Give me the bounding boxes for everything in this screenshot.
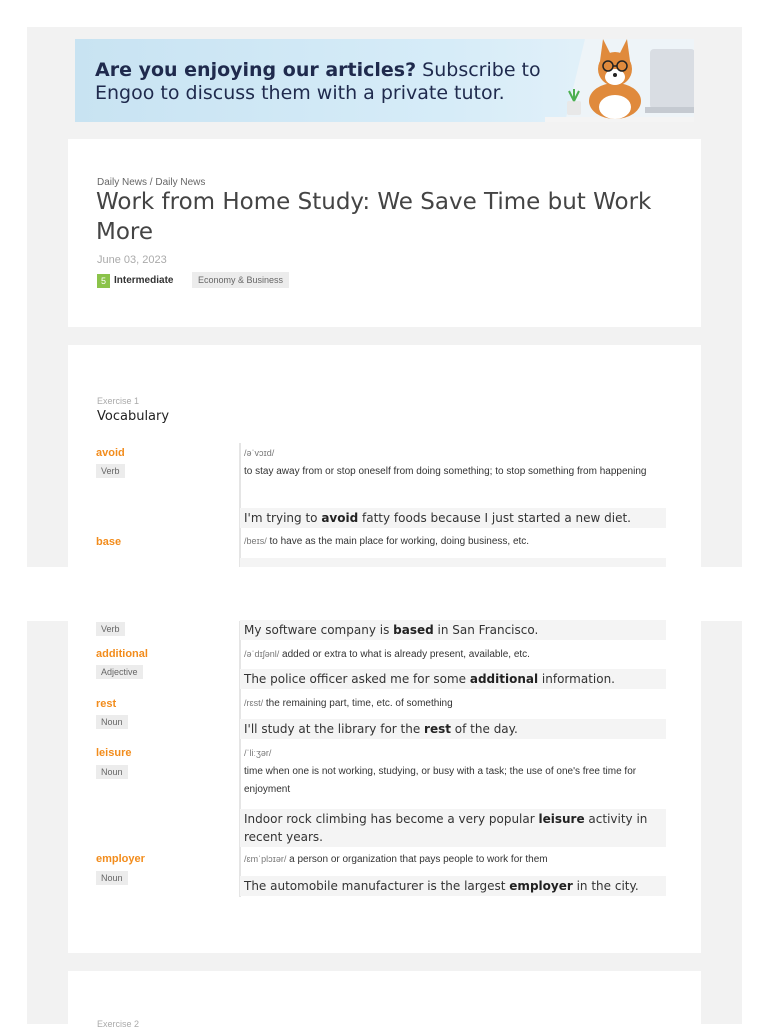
- example-keyword: employer: [509, 879, 573, 893]
- example-text: activity in recent years.: [244, 812, 648, 844]
- definition-base: [244, 532, 668, 551]
- definition-text-avoid: to stay away from or stop oneself from doing something; to stop something from happening: [244, 466, 647, 477]
- definition-text-rest: the remaining part, time, etc. of something: [263, 698, 453, 709]
- category-tag[interactable]: Economy & Business: [192, 272, 289, 288]
- definition-text-employer: a person or organization that pays people to work for them: [286, 854, 548, 865]
- example-text: fatty foods because I just started a new diet.: [358, 511, 631, 525]
- vocab-divider: [239, 443, 241, 567]
- example-text: I'll study at the library for the: [244, 722, 425, 736]
- example-text: Indoor rock climbing has become a very popular: [244, 812, 539, 826]
- example-text: My software company is: [244, 623, 394, 637]
- example-keyword: based: [393, 623, 434, 637]
- definition-leisure: [244, 744, 668, 799]
- example-text: I'm trying to: [244, 511, 322, 525]
- article-title: Work from Home Study: We Save Time but Work More: [96, 189, 652, 245]
- vocab-word-rest[interactable]: rest: [96, 698, 117, 710]
- ipa-avoid: /əˈvɔɪd/: [244, 448, 275, 458]
- subscribe-banner[interactable]: [75, 39, 694, 122]
- example-text: information.: [538, 672, 615, 686]
- pos-tag-additional: Adjective: [96, 665, 143, 679]
- level-label: Intermediate: [114, 275, 174, 286]
- example-base: [240, 620, 666, 640]
- banner-rest-text: Subscribe to Engoo to discuss them with a private tutor.: [95, 59, 541, 104]
- example-text: The police officer asked me for some: [244, 672, 470, 686]
- ipa-leisure: /ˈliːʒər/: [244, 748, 272, 758]
- exercise-title: Vocabulary: [97, 409, 170, 424]
- example-additional: [240, 669, 666, 689]
- exercise-label: Exercise 1: [97, 396, 140, 406]
- page-frame-top: [27, 27, 742, 567]
- pos-tag-leisure: Noun: [96, 765, 128, 779]
- example-text: The automobile manufacturer is the largest: [244, 879, 510, 893]
- vocab-divider: [239, 621, 241, 897]
- example-keyword: rest: [424, 722, 451, 736]
- breadcrumb[interactable]: Daily News / Daily News: [97, 177, 206, 188]
- example-keyword: avoid: [321, 511, 359, 525]
- pos-tag-avoid: Verb: [96, 464, 125, 478]
- definition-text-leisure: time when one is not working, studying, or busy with a task; the use of one's free time for enjoyment: [244, 766, 637, 795]
- pos-tag-employer: Noun: [96, 871, 128, 885]
- definition-employer: [244, 850, 668, 869]
- vocab-word-avoid[interactable]: avoid: [96, 447, 125, 459]
- vocab-word-leisure[interactable]: leisure: [96, 747, 132, 759]
- next-section-card: [68, 971, 701, 1024]
- example-text: of the day.: [450, 722, 518, 736]
- definition-text-base: to have as the main place for working, doing business, etc.: [266, 536, 530, 547]
- ipa-additional: /əˈdɪʃənl/: [244, 649, 280, 659]
- corgi-illustration-icon: [545, 39, 694, 122]
- example-base-placeholder: [240, 558, 666, 567]
- example-keyword: leisure: [538, 812, 585, 826]
- ipa-base: /beɪs/: [244, 536, 267, 546]
- vocab-word-base[interactable]: base: [96, 536, 122, 548]
- ipa-employer: /ɛmˈplɔɪər/: [244, 854, 287, 864]
- vocab-word-employer[interactable]: employer: [96, 853, 145, 865]
- pos-tag-rest: Noun: [96, 715, 128, 729]
- example-text: in San Francisco.: [433, 623, 539, 637]
- banner-bold-text: Are you enjoying our articles?: [95, 59, 417, 81]
- vocab-word-additional[interactable]: additional: [96, 648, 148, 660]
- example-avoid: [240, 508, 666, 528]
- next-exercise-label: Exercise 2: [97, 1019, 140, 1029]
- article-date: June 03, 2023: [97, 254, 167, 266]
- example-leisure: [240, 809, 666, 847]
- level-number-badge: 5: [97, 274, 110, 288]
- definition-avoid: [244, 444, 668, 481]
- definition-text-additional: added or extra to what is already present, available, etc.: [279, 649, 530, 660]
- example-text: in the city.: [572, 879, 639, 893]
- example-rest: [240, 719, 666, 739]
- definition-additional: [244, 645, 668, 664]
- definition-rest: [244, 694, 668, 713]
- example-employer: [240, 876, 666, 896]
- ipa-rest: /rɛst/: [244, 698, 264, 708]
- pos-tag-base: Verb: [96, 622, 125, 636]
- example-keyword: additional: [469, 672, 539, 686]
- banner-text: [95, 59, 555, 105]
